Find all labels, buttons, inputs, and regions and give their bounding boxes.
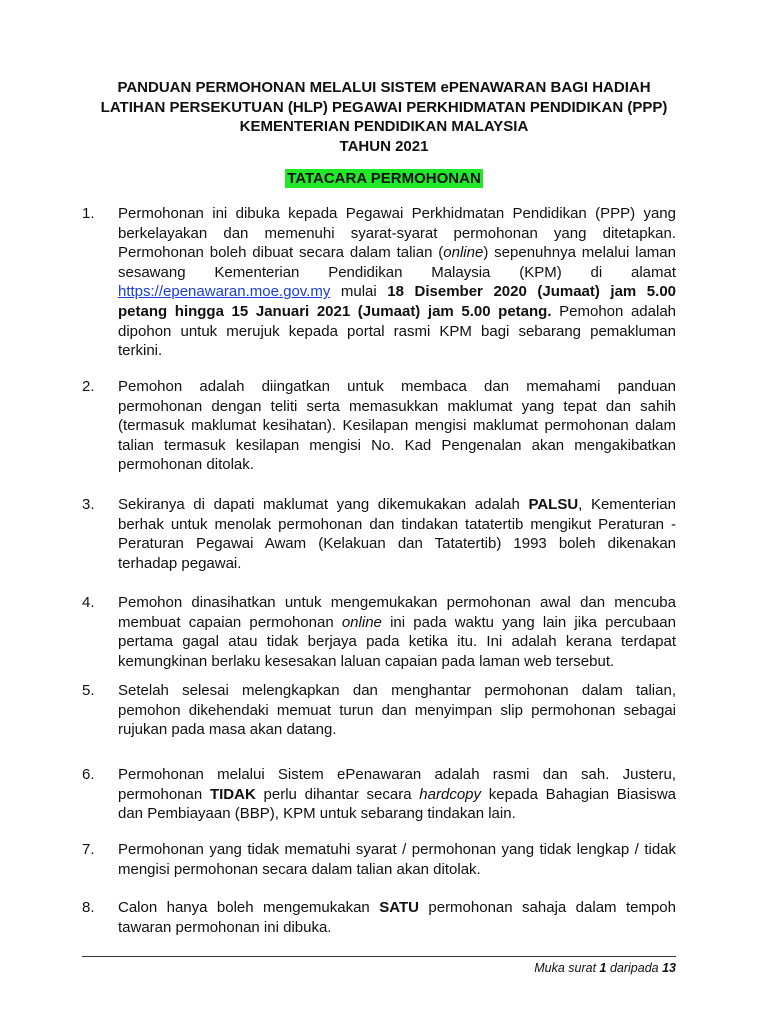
text-line xyxy=(118,495,676,515)
text-segment: pertama gagal atau tidak berjaya pada ketika itu. Ini adalah kerana terdapat xyxy=(118,633,676,651)
text-line xyxy=(118,455,676,475)
text-line xyxy=(118,554,676,574)
text-segment: kemungkinan berlaku kesesakan laluan capaian pada laman web tersebut. xyxy=(118,652,615,670)
text-segment: Setelah selesai melengkapkan dan menghantar permohonan dalam talian, xyxy=(118,682,676,699)
text-line xyxy=(118,282,676,302)
text-segment: Pemohon adalah xyxy=(551,302,677,320)
text-line xyxy=(118,243,676,263)
footer-middle: daripada xyxy=(606,961,663,975)
section-heading-text: TATACARA PERMOHONAN xyxy=(287,170,481,187)
text-line xyxy=(118,804,676,824)
text-segment: permohonan ditolak. xyxy=(118,456,254,474)
text-segment: Permohonan ini dibuka kepada Pegawai Perkhidmatan Pendidikan (PPP) yang xyxy=(118,205,676,222)
list-item xyxy=(82,204,676,361)
document-title xyxy=(0,78,768,156)
item-number: 6. xyxy=(82,766,95,783)
item-number: 5. xyxy=(82,682,95,699)
text-segment: membuat capaian permohonan xyxy=(118,613,342,631)
text-line xyxy=(118,632,676,652)
text-segment: pemohon dikehendaki memuat turun dan menyimpan slip permohonan sebagai xyxy=(118,701,676,719)
bold-text: petang hingga 15 Januari 2021 (Jumaat) jam 5.00 petang. xyxy=(118,302,552,320)
text-segment: Permohonan boleh dibuat secara dalam talian ( xyxy=(118,244,444,262)
footer-divider xyxy=(82,956,676,957)
item-number: 1. xyxy=(82,205,95,222)
text-segment: Permohonan melalui Sistem ePenawaran adalah rasmi dan sah. Justeru, xyxy=(118,766,676,783)
text-segment: tawaran permohonan ini dibuka. xyxy=(118,918,332,936)
text-line xyxy=(118,416,676,436)
item-text xyxy=(118,681,676,740)
item-text xyxy=(118,204,676,361)
item-text xyxy=(118,377,676,475)
text-line xyxy=(118,534,676,554)
current-page: 1 xyxy=(599,961,607,975)
text-line xyxy=(118,652,676,672)
text-line xyxy=(118,765,676,785)
text-segment: talian termasuk kesilapan mengisi No. Kad Pengenalan akan mengakibatkan xyxy=(118,436,676,454)
item-number: 3. xyxy=(82,496,95,513)
text-line xyxy=(118,263,676,283)
text-segment: kepada Bahagian Biasiswa xyxy=(481,785,676,803)
text-segment: ) sepenuhnya melalui laman xyxy=(483,244,676,262)
text-line xyxy=(118,397,676,417)
text-line xyxy=(118,322,676,342)
list-item xyxy=(82,377,676,475)
text-segment: permohonan xyxy=(118,785,210,803)
text-segment: mulai xyxy=(330,283,388,301)
text-segment: dipohon untuk merujuk kepada portal rasmi KPM bagi sebarang pemakluman xyxy=(118,322,676,340)
text-segment: berhak untuk menolak permohonan dan tindakan tatatertib mengikut Peraturan - xyxy=(118,515,676,533)
text-segment: Sekiranya di dapati maklumat yang dikemukakan adalah xyxy=(118,496,529,513)
text-line xyxy=(118,785,676,805)
text-segment: , Kementerian xyxy=(578,496,676,513)
list-item xyxy=(82,681,676,740)
text-line xyxy=(118,898,676,918)
text-line xyxy=(118,840,676,860)
text-segment: permohonan sahaja dalam tempoh xyxy=(418,899,676,916)
text-segment: ini pada waktu yang lain jika percubaan xyxy=(381,613,676,631)
item-text xyxy=(118,765,676,824)
text-segment: Pemohon dinasihatkan untuk mengemukakan permohonan awal dan mencuba xyxy=(118,594,676,611)
list-item xyxy=(82,840,676,879)
text-segment: berkelayakan dan memenuhi syarat-syarat permohonan yang ditetapkan. xyxy=(118,224,676,242)
total-pages: 13 xyxy=(662,961,676,975)
item-text xyxy=(118,593,676,671)
list-item xyxy=(82,765,676,824)
text-segment: Pemohon adalah diingatkan untuk membaca dan memahami panduan xyxy=(118,378,676,395)
text-line xyxy=(118,302,676,322)
website-link[interactable]: https://epenawaran.moe.gov.my xyxy=(118,283,331,301)
text-line xyxy=(118,341,676,361)
text-segment: sesawang Kementerian Pendidikan Malaysia (KPM) di alamat xyxy=(118,263,676,281)
italic-text: hardcopy xyxy=(419,785,482,803)
text-segment: mengisi permohonan secara dalam talian akan ditolak. xyxy=(118,860,481,878)
italic-text: online xyxy=(341,613,382,631)
text-line xyxy=(118,701,676,721)
title-line: TAHUN 2021 xyxy=(339,137,429,155)
list-item xyxy=(82,593,676,671)
text-line xyxy=(118,593,676,613)
list-item xyxy=(82,898,676,937)
text-segment: (termasuk maklumat kesihatan). Kesilapan mengisi maklumat permohonan dalam xyxy=(118,417,676,435)
text-line xyxy=(118,720,676,740)
text-segment: Permohonan yang tidak mematuhi syarat / permohonan yang tidak lengkap / tidak xyxy=(118,841,676,858)
item-number: 2. xyxy=(82,378,95,395)
text-segment: terhadap pegawai. xyxy=(118,554,242,572)
text-segment: dan Pembiayaan (BBP), KPM untuk sebarang tindakan lain. xyxy=(118,805,516,823)
bold-text: TIDAK xyxy=(209,785,256,803)
text-line xyxy=(118,860,676,880)
item-text xyxy=(118,840,676,879)
section-heading xyxy=(0,170,768,188)
text-line xyxy=(118,204,676,224)
text-segment: Peraturan Pegawai Awam (Kelakuan dan Tatatertib) 1993 boleh dikenakan xyxy=(118,535,676,553)
title-line: PANDUAN PERMOHONAN MELALUI SISTEM ePENAWARAN BAGI HADIAH xyxy=(117,79,651,96)
item-text xyxy=(118,898,676,937)
text-segment: terkini. xyxy=(118,342,163,360)
list-item xyxy=(82,495,676,573)
text-segment: rujukan pada masa akan datang. xyxy=(118,721,337,739)
title-line: LATIHAN PERSEKUTUAN (HLP) PEGAWAI PERKHIDMATAN PENDIDIKAN (PPP) xyxy=(100,98,668,116)
text-line xyxy=(118,377,676,397)
italic-text: online xyxy=(443,244,484,262)
bold-text: 18 Disember 2020 (Jumaat) jam 5.00 xyxy=(387,283,677,301)
title-line: KEMENTERIAN PENDIDIKAN MALAYSIA xyxy=(239,118,529,135)
text-segment: permohonan dengan teliti serta memasukkan maklumat yang tepat dan sahih xyxy=(118,397,676,415)
footer-prefix: Muka surat xyxy=(534,961,600,975)
item-number: 4. xyxy=(82,594,95,611)
text-line xyxy=(118,918,676,938)
page-footer xyxy=(534,961,676,975)
bold-text: PALSU xyxy=(528,496,579,513)
text-segment: perlu dihantar secara xyxy=(255,785,420,803)
text-line xyxy=(118,224,676,244)
text-line xyxy=(118,515,676,535)
item-number: 8. xyxy=(82,899,95,916)
item-number: 7. xyxy=(82,841,95,858)
text-line xyxy=(118,613,676,633)
text-line xyxy=(118,681,676,701)
text-segment: Calon hanya boleh mengemukakan xyxy=(118,899,380,916)
bold-text: SATU xyxy=(379,899,419,916)
text-line xyxy=(118,436,676,456)
item-text xyxy=(118,495,676,573)
